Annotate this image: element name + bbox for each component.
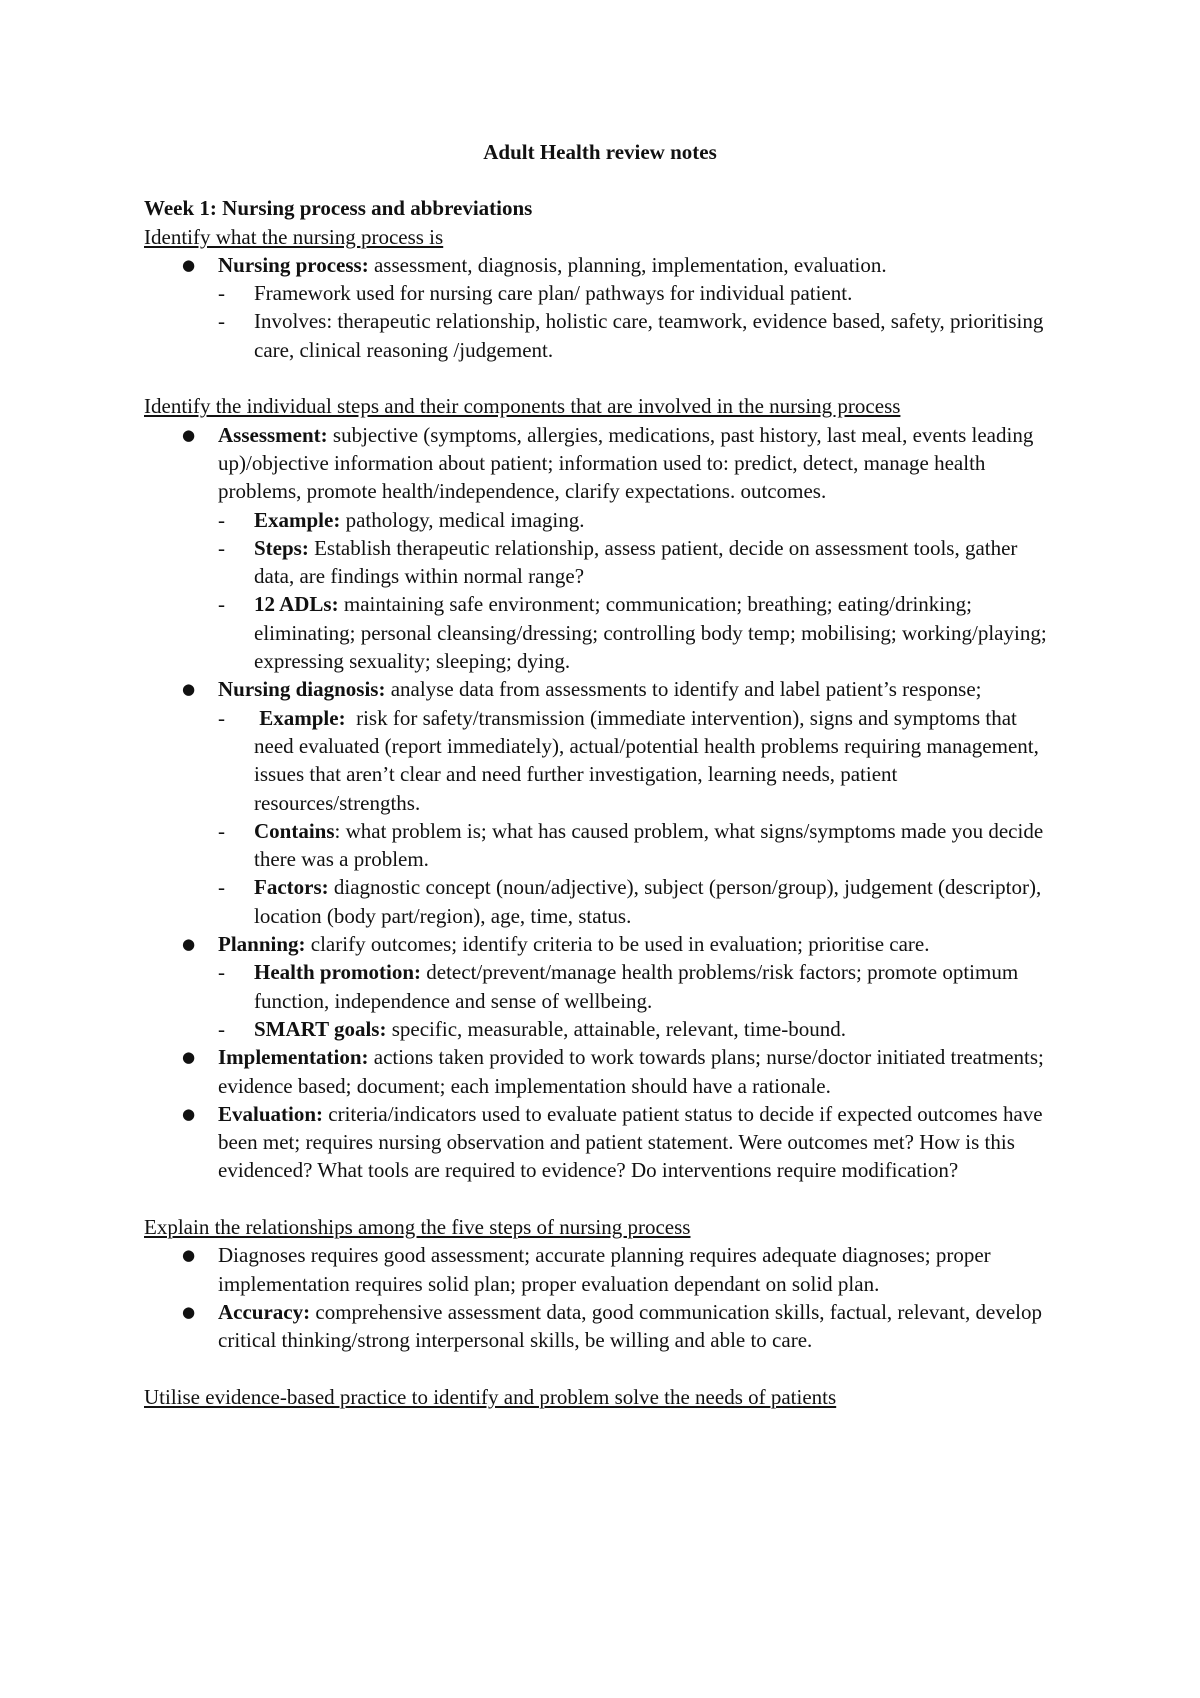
section-heading: Explain the relationships among the five steps of nursing process	[144, 1214, 691, 1239]
section-heading: Identify what the nursing process is	[144, 224, 444, 249]
bullet-text: criteria/indicators used to evaluate patient status to decide if expected outcomes have been met; requires nursing observation and patient statement. Were outcomes met? How is this evidenced? What tools are required to evidence? Do interventions require modification?	[218, 1101, 1043, 1183]
bullet-text: comprehensive assessment data, good communication skills, factual, relevant, develop critical thinking/strong interpersonal skills, be willing and able to care.	[218, 1299, 1042, 1353]
bullet-text: clarify outcomes; identify criteria to be used in evaluation; prioritise care.	[305, 932, 930, 957]
sub-item	[218, 704, 1056, 817]
sub-term: Health promotion:	[254, 960, 422, 985]
sub-item	[218, 1015, 1056, 1043]
bullet-text: actions taken provided to work towards plans; nurse/doctor initiated treatments; evidence based; document; each implementation should have a rationale.	[218, 1045, 1044, 1098]
sub-text: Establish therapeutic relationship, assess patient, decide on assessment tools, gather data, are findings within normal range?	[254, 535, 1023, 589]
sub-term: SMART goals:	[254, 1016, 387, 1041]
sub-item	[218, 307, 1056, 364]
bullet-item	[144, 675, 1056, 930]
sub-list	[218, 704, 1056, 930]
section-heading: Utilise evidence-based practice to identify and problem solve the needs of patients	[144, 1384, 837, 1409]
sub-list	[218, 279, 1056, 364]
section-heading: Identify the individual steps and their components that are involved in the nursing process	[144, 394, 901, 419]
bullet-item	[144, 1241, 1056, 1298]
bullet-text: subjective (symptoms, allergies, medications, past history, last meal, events leading up)/objective information about patient; information used to: predict, detect, manage health problems, promote health/independence, clarify expectations. outcomes.	[218, 422, 1034, 504]
bullet-term: Implementation:	[218, 1045, 369, 1070]
section	[144, 1213, 1056, 1354]
bullet-term: Nursing diagnosis:	[218, 677, 386, 702]
bullet-item	[144, 1043, 1056, 1100]
sub-item	[218, 506, 1056, 534]
section	[144, 392, 1056, 1184]
bullet-term: Assessment:	[218, 422, 328, 447]
sub-term: Steps:	[254, 535, 309, 560]
sub-text: maintaining safe environment; communication; breathing; eating/drinking; eliminating; personal cleansing/dressing; controlling body temp; mobilising; working/playing; expressing sexuality; sleeping; dying.	[254, 592, 1052, 674]
sub-text: diagnostic concept (noun/adjective), subject (person/group), judgement (descriptor), location (body part/region), age, time, status.	[254, 875, 1047, 928]
bullet-text: assessment, diagnosis, planning, implementation, evaluation.	[368, 252, 887, 277]
document-title: Adult Health review notes	[483, 140, 717, 164]
bullet-term: Planning:	[218, 932, 306, 957]
sub-text: : what problem is; what has caused problem, what signs/symptoms made you decide there was a problem.	[254, 818, 1049, 872]
bullet-text: analyse data from assessments to identify and label patient’s response;	[385, 677, 982, 702]
sub-term: 12 ADLs:	[254, 592, 339, 617]
bullet-item	[144, 1298, 1056, 1355]
bullet-list	[144, 421, 1056, 1185]
bullet-term: Accuracy:	[218, 1299, 311, 1324]
bullet-item	[144, 1100, 1056, 1185]
sub-list	[218, 506, 1056, 676]
sub-item	[218, 873, 1056, 930]
bullet-text: Diagnoses requires good assessment; accurate planning requires adequate diagnoses; proper implementation requires solid plan; proper evaluation dependant on solid plan.	[218, 1243, 991, 1296]
sub-item	[218, 590, 1056, 675]
sub-term: Example:	[254, 705, 346, 730]
bullet-term: Nursing process:	[218, 252, 369, 277]
sub-term: Contains	[254, 818, 335, 843]
bullet-term: Evaluation:	[218, 1101, 324, 1126]
sub-text: Framework used for nursing care plan/ pathways for individual patient.	[254, 281, 853, 306]
section	[144, 1383, 1056, 1411]
week-heading: Week 1: Nursing process and abbreviations	[144, 196, 533, 221]
sub-item	[218, 534, 1056, 591]
sub-text: pathology, medical imaging.	[340, 507, 585, 532]
sub-term: Factors:	[254, 875, 329, 900]
sub-item	[218, 817, 1056, 874]
sub-text: detect/prevent/manage health problems/risk factors; promote optimum function, independence and sense of wellbeing.	[254, 960, 1024, 1013]
sub-text: Involves: therapeutic relationship, holistic care, teamwork, evidence based, safety, prioritising care, clinical reasoning /judgement.	[254, 309, 1049, 362]
bullet-list	[144, 1241, 1056, 1354]
sub-text: risk for safety/transmission (immediate intervention), signs and symptoms that need evaluated (report immediately), actual/potential health problems requiring management, issues that aren’t clear and need further investigation, learning needs, patient resources/strengths.	[254, 705, 1045, 815]
bullet-item	[144, 930, 1056, 1043]
sub-term: Example:	[254, 507, 341, 532]
sub-item	[218, 279, 1056, 307]
sections-container	[144, 223, 1056, 1411]
bullet-item	[144, 421, 1056, 676]
section	[144, 223, 1056, 364]
bullet-item	[144, 251, 1056, 364]
sub-list	[218, 958, 1056, 1043]
sub-item	[218, 958, 1056, 1015]
bullet-list	[144, 251, 1056, 364]
sub-text: specific, measurable, attainable, relevant, time-bound.	[386, 1016, 846, 1041]
